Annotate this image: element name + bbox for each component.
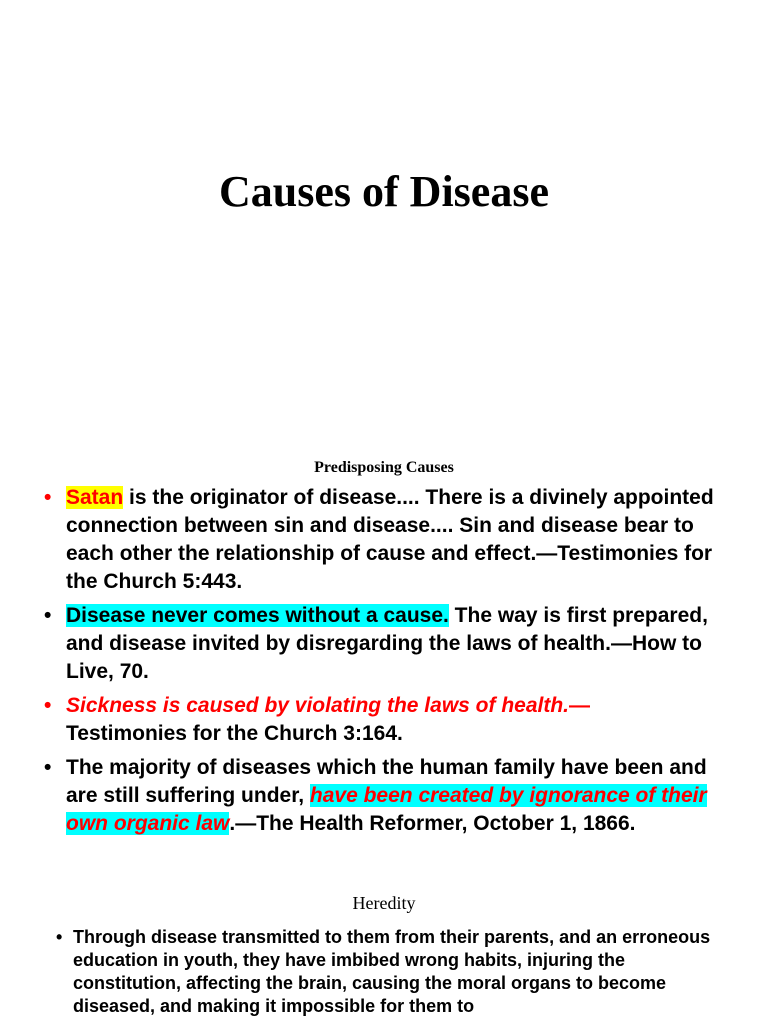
bullet-item xyxy=(56,926,736,1018)
bullet-marker: • xyxy=(44,756,52,779)
bullet-text: The majority of diseases which the human family have been and are still suffering under, xyxy=(66,756,707,807)
slide-title: Causes of Disease xyxy=(219,167,549,216)
bullet-marker: • xyxy=(44,604,52,627)
heredity-bullet-list xyxy=(56,926,736,1018)
bullet-text: Through disease transmitted to them from their parents, and an erroneous education in youth, they have imbibed wrong habits, injuring the constitution, affecting the brain, causing the moral organs to become diseased, and making it impossible for them to xyxy=(73,927,711,1016)
bullet-text: is the originator of disease.... There is a divinely appointed connection between sin and disease.... Sin and disease bear to each other the relationship of cause and effect.—Testimonies for the Church 5:443. xyxy=(66,486,714,593)
section-heading-heredity: Heredity xyxy=(352,893,416,913)
bullet-item xyxy=(44,692,724,748)
highlighted-text: Satan xyxy=(66,486,124,509)
em-dash: — xyxy=(569,694,590,717)
bullet-marker: • xyxy=(56,927,63,947)
bullet-marker: • xyxy=(44,486,52,509)
section-heading-predisposing: Predisposing Causes xyxy=(314,459,454,476)
bullet-item xyxy=(44,602,724,686)
highlighted-text: Sickness is caused by violating the laws of health. xyxy=(66,694,569,717)
bullet-item xyxy=(44,754,724,838)
bullet-text: .—The Health Reformer, October 1, 1866. xyxy=(229,812,636,835)
bullet-text: Testimonies for the Church 3:164. xyxy=(66,722,403,745)
highlighted-text: have been created by ignorance of their own organic law xyxy=(66,784,707,835)
highlighted-text: Disease never comes without a cause. xyxy=(66,604,449,627)
predisposing-bullet-list xyxy=(44,484,724,844)
bullet-text: The way is first prepared, and disease invited by disregarding the laws of health.—How to Live, 70. xyxy=(66,604,708,683)
bullet-marker: • xyxy=(44,694,52,717)
bullet-item xyxy=(44,484,724,596)
